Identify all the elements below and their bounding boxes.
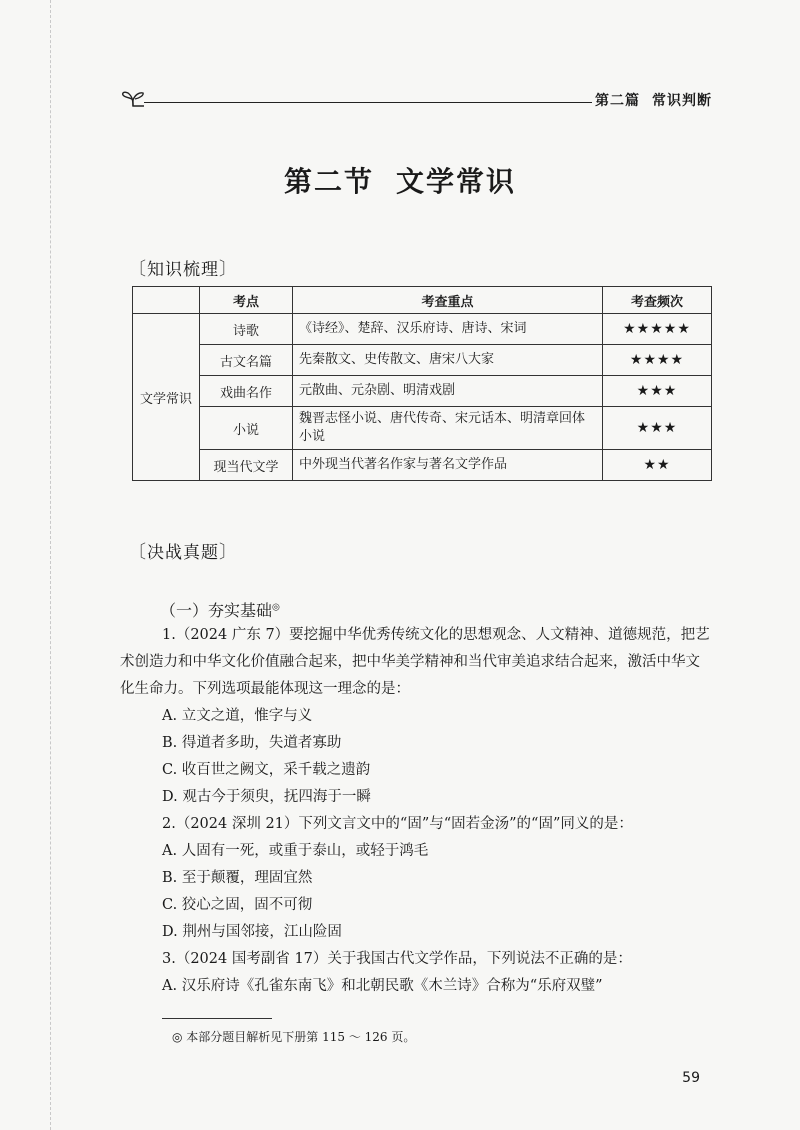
option: A. 汉乐府诗《孔雀东南飞》和北朝民歌《木兰诗》合称为“乐府双璧” <box>162 978 603 994</box>
footnote: ◎ 本部分题目解析见下册第 115 ～ 126 页。 <box>172 1030 416 1044</box>
option: B. 得道者多助，失道者寡助 <box>162 735 342 751</box>
frequency-cell: ★★★ <box>603 407 712 450</box>
question-1 <box>120 622 712 1000</box>
table-row <box>133 376 712 407</box>
knowledge-table <box>132 286 712 481</box>
running-header <box>120 86 712 112</box>
subsection-label: （一）夯实基础 <box>160 601 273 620</box>
option: A. 人固有一死，或重于泰山，或轻于鸿毛 <box>162 843 429 859</box>
table-row <box>133 450 712 481</box>
part-label: 第二篇 <box>595 93 640 109</box>
section-name: 文学常识 <box>396 165 517 198</box>
table-row <box>133 407 712 450</box>
table-header-row <box>133 287 712 314</box>
section-number: 第二节 <box>283 165 374 198</box>
content-cell: 先秦散文、史传散文、唐宋八大家 <box>293 345 603 376</box>
exam-heading-label: 决战真题 <box>147 543 219 563</box>
table-row <box>133 345 712 376</box>
option: D. 荆州与国邻接，江山险固 <box>162 924 342 940</box>
table-header-cell: 考查频次 <box>603 287 712 314</box>
item-cell: 小说 <box>200 407 293 450</box>
option: D. 观古今于须臾，抚四海于一瞬 <box>162 789 371 805</box>
footnote-rule <box>162 1018 272 1019</box>
knowledge-heading: 〔知识梳理〕 <box>128 259 238 280</box>
item-cell: 诗歌 <box>200 314 293 345</box>
item-cell: 戏曲名作 <box>200 376 293 407</box>
frequency-cell: ★★★ <box>603 376 712 407</box>
question-stem: 1.（2024 广东 7）要挖掘中华优秀传统文化的思想观念、人文精神、道德规范，把艺术创造力和中华文化价值融合起来，把中华美学精神和当代审美追求结合起来，激活中华文化生命力。下列选项最能体现这一理念的是： <box>120 627 710 697</box>
content-cell: 中外现当代著名作家与著名文学作品 <box>293 450 603 481</box>
header-rule <box>144 102 592 103</box>
frequency-cell: ★★ <box>603 450 712 481</box>
option: B. 至于颠覆，理固宜然 <box>162 870 313 886</box>
category-cell: 文学常识 <box>133 314 200 481</box>
item-cell: 古文名篇 <box>200 345 293 376</box>
part-title: 常识判断 <box>652 93 712 109</box>
table-row <box>133 314 712 345</box>
subsection-title <box>160 598 280 621</box>
exam-heading: 〔决战真题〕 <box>128 542 238 563</box>
question-stem: 3.（2024 国考副省 17）关于我国古代文学作品，下列说法不正确的是： <box>162 951 632 967</box>
table-header-cell: 考点 <box>200 287 293 314</box>
sprout-icon <box>120 86 146 108</box>
option: C. 收百世之阙文，采千载之遗韵 <box>162 762 371 778</box>
frequency-cell: ★★★★ <box>603 345 712 376</box>
section-title <box>0 160 800 200</box>
content-cell: 魏晋志怪小说、唐代传奇、宋元话本、明清章回体小说 <box>293 407 603 450</box>
content-cell: 《诗经》、楚辞、汉乐府诗、唐诗、宋词 <box>293 314 603 345</box>
page-number: 59 <box>682 1070 700 1086</box>
table-header-cell: 考查重点 <box>293 287 603 314</box>
footnote-marker: ◎ <box>272 602 280 613</box>
question-stem: 2.（2024 深圳 21）下列文言文中的“固”与“固若金汤”的“固”同义的是： <box>162 816 633 832</box>
content-cell: 元散曲、元杂剧、明清戏剧 <box>293 376 603 407</box>
frequency-cell: ★★★★★ <box>603 314 712 345</box>
knowledge-heading-label: 知识梳理 <box>147 260 219 280</box>
option: A. 立文之道，惟字与义 <box>162 708 313 724</box>
running-header-text <box>595 90 712 110</box>
option: C. 狡心之固，固不可彻 <box>162 897 313 913</box>
item-cell: 现当代文学 <box>200 450 293 481</box>
table-header-blank <box>133 287 200 314</box>
